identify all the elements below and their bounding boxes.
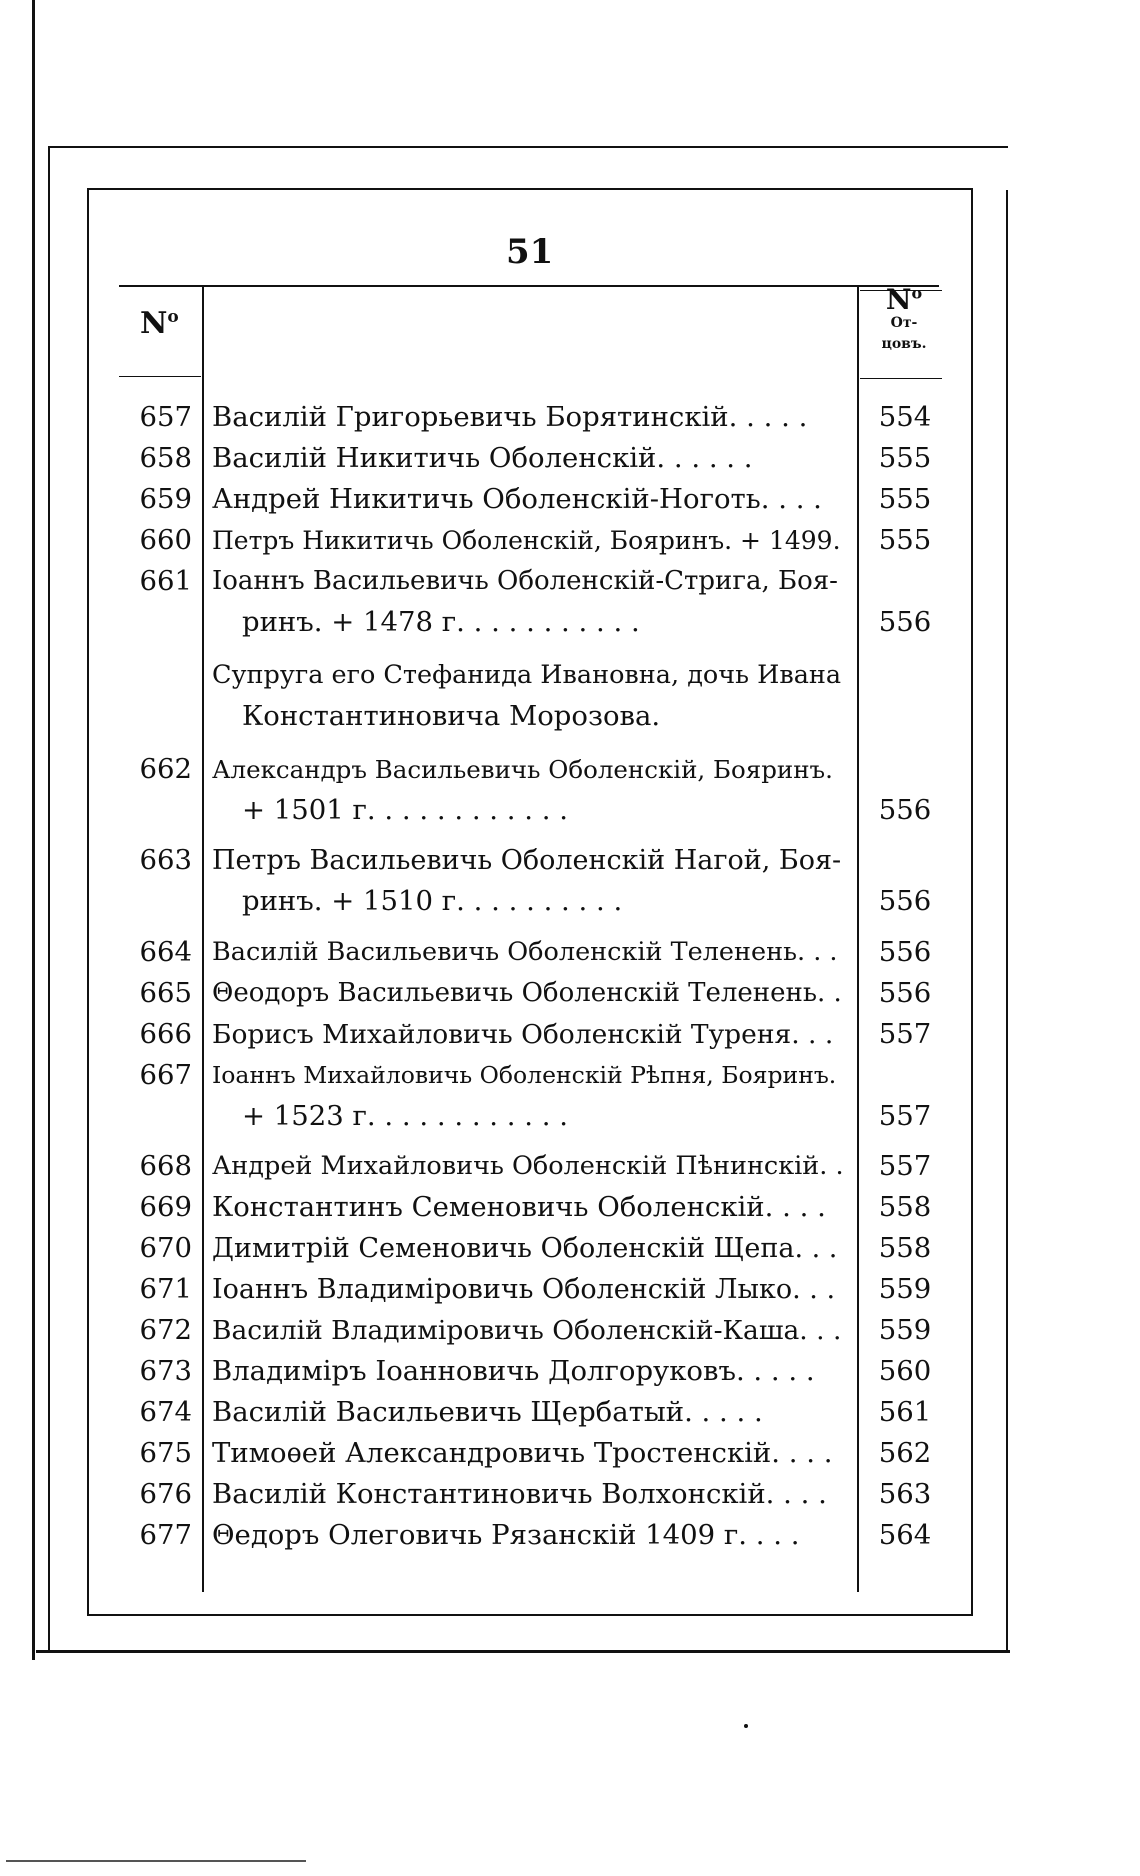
outer-frame-right: [1006, 190, 1008, 1650]
page-number: 51: [506, 232, 554, 272]
entry-text: Василій Григорьевичь Борятинскій. . . . .: [212, 401, 808, 433]
ink-speck: [744, 1724, 748, 1728]
entry-number: 662: [139, 753, 192, 785]
entry-text: Димитрій Семеновичь Оболенскій Щепа. . .: [212, 1233, 838, 1264]
entry-text: Андрей Никитичь Оболенскій-Ноготь. . . .: [212, 483, 822, 515]
entry-number: 677: [139, 1519, 192, 1551]
note-line1: Супруга его Стефанида Ивановна, дочь Ивана: [212, 660, 842, 690]
entry-ref: 557: [878, 1018, 932, 1050]
header-fathers-label: [868, 285, 940, 352]
entry-ref: 556: [878, 606, 932, 638]
entry-text: Борисъ Михайловичь Оболенскій Туреня. . .: [212, 1019, 834, 1050]
entry-text-line2: + 1523 г. . . . . . . . . . . .: [242, 1100, 568, 1132]
header-fathers-no-sup: o: [911, 283, 923, 303]
entry-ref: 561: [878, 1396, 932, 1428]
header-underline-left: [119, 376, 201, 377]
entry-text: Василій Васильевичь Оболенскій Теленень. . .: [212, 937, 838, 967]
outer-frame-top: [48, 146, 1008, 148]
entry-ref: 556: [878, 936, 932, 968]
entry-number: 674: [139, 1396, 192, 1428]
entry-ref: 557: [878, 1100, 932, 1132]
header-fathers-no: N: [885, 283, 912, 316]
entry-number: 659: [139, 483, 192, 515]
entry-ref: 555: [878, 524, 932, 556]
entry-number: 669: [139, 1191, 192, 1223]
entry-number: 657: [139, 401, 192, 433]
entry-text: Владиміръ Іоанновичь Долгоруковъ. . . . .: [212, 1355, 815, 1387]
entry-text: Θеодоръ Васильевичь Оболенскій Теленень. .: [212, 978, 842, 1008]
entry-number: 661: [139, 565, 192, 597]
entry-text-line1: Іоаннъ Михайловичь Оболенскій Рѣпня, Бояринъ.: [212, 1061, 837, 1089]
column-divider-right: [857, 287, 859, 1592]
entry-ref: 563: [878, 1478, 932, 1510]
entry-text: Петръ Никитичь Оболенскій, Бояринъ. + 1499.: [212, 526, 841, 555]
entry-text: Константинъ Семеновичь Оболенскій. . . .: [212, 1191, 826, 1223]
entry-ref: 556: [878, 885, 932, 917]
entry-text-line1: Александръ Васильевичь Оболенскій, Бояринъ.: [212, 755, 833, 784]
entry-number: 675: [139, 1437, 192, 1469]
left-margin-rule: [32, 0, 35, 1660]
entry-number: 666: [139, 1018, 192, 1050]
entry-ref: 560: [878, 1355, 932, 1387]
entry-number: 676: [139, 1478, 192, 1510]
inner-frame-left: [87, 188, 89, 1616]
entry-ref: 556: [878, 977, 932, 1009]
entry-text: Андрей Михайловичь Оболенскій Пѣнинскій. .: [212, 1151, 844, 1181]
outer-frame-bottom: [36, 1650, 1010, 1653]
note-line2: Константиновича Морозова.: [242, 700, 661, 732]
entry-text-line2: ринъ. + 1478 г. . . . . . . . . . .: [242, 606, 640, 638]
entry-text-line1: Іоаннъ Васильевичь Оболенскій-Стрига, Боя-: [212, 566, 838, 596]
header-number-label-text: N: [140, 306, 168, 341]
header-rule: [119, 285, 939, 287]
inner-frame-top: [87, 188, 973, 190]
entry-number: 660: [139, 524, 192, 556]
entry-text: Василій Владиміровичь Оболенскій-Каша. . .: [212, 1315, 842, 1346]
entry-text-line2: ринъ. + 1510 г. . . . . . . . . .: [242, 885, 623, 917]
entry-number: 668: [139, 1150, 192, 1182]
header-underline-right: [860, 378, 942, 379]
entry-text: Θедоръ Олеговичь Рязанскій 1409 г. . . .: [212, 1519, 800, 1551]
entry-number: 670: [139, 1232, 192, 1264]
entry-ref: 562: [878, 1437, 932, 1469]
header-fathers-line2: От-: [890, 315, 918, 332]
entry-ref: 558: [878, 1191, 932, 1223]
entry-number: 665: [139, 977, 192, 1009]
entry-text: Василій Васильевичь Щербатый. . . . .: [212, 1396, 763, 1428]
entry-ref: 564: [878, 1519, 932, 1551]
header-fathers-line3: цовъ.: [881, 336, 927, 353]
entry-number: 664: [139, 936, 192, 968]
entry-ref: 559: [878, 1273, 932, 1305]
outer-frame-left: [48, 146, 50, 1651]
entry-text: Іоаннъ Владиміровичь Оболенскій Лыко. . .: [212, 1274, 836, 1305]
bottom-edge-mark: [6, 1860, 306, 1862]
entry-number: 673: [139, 1355, 192, 1387]
entry-number: 672: [139, 1314, 192, 1346]
entry-text-line1: Петръ Васильевичь Оболенскій Нагой, Боя-: [212, 845, 842, 876]
entry-ref: 559: [878, 1314, 932, 1346]
entry-ref: 555: [878, 483, 932, 515]
entry-text: Василій Никитичь Оболенскій. . . . . .: [212, 442, 753, 474]
column-divider-left: [202, 287, 204, 1592]
header-number-label-sup: o: [167, 307, 179, 327]
header-number-label: [140, 306, 179, 341]
entry-text: Тимоѳей Александровичь Тростенскій. . . .: [212, 1437, 833, 1469]
entry-ref: 556: [878, 794, 932, 826]
entry-number: 663: [139, 844, 192, 876]
inner-frame-bottom: [87, 1614, 973, 1616]
entry-ref: 557: [878, 1150, 932, 1182]
entry-number: 671: [139, 1273, 192, 1305]
entry-number: 658: [139, 442, 192, 474]
inner-frame-right: [971, 188, 973, 1616]
entry-number: 667: [139, 1059, 192, 1091]
entry-ref: 554: [878, 401, 932, 433]
entry-ref: 558: [878, 1232, 932, 1264]
entry-text: Василій Константиновичь Волхонскій. . . .: [212, 1478, 827, 1510]
entry-text-line2: + 1501 г. . . . . . . . . . . .: [242, 794, 568, 826]
entry-ref: 555: [878, 442, 932, 474]
